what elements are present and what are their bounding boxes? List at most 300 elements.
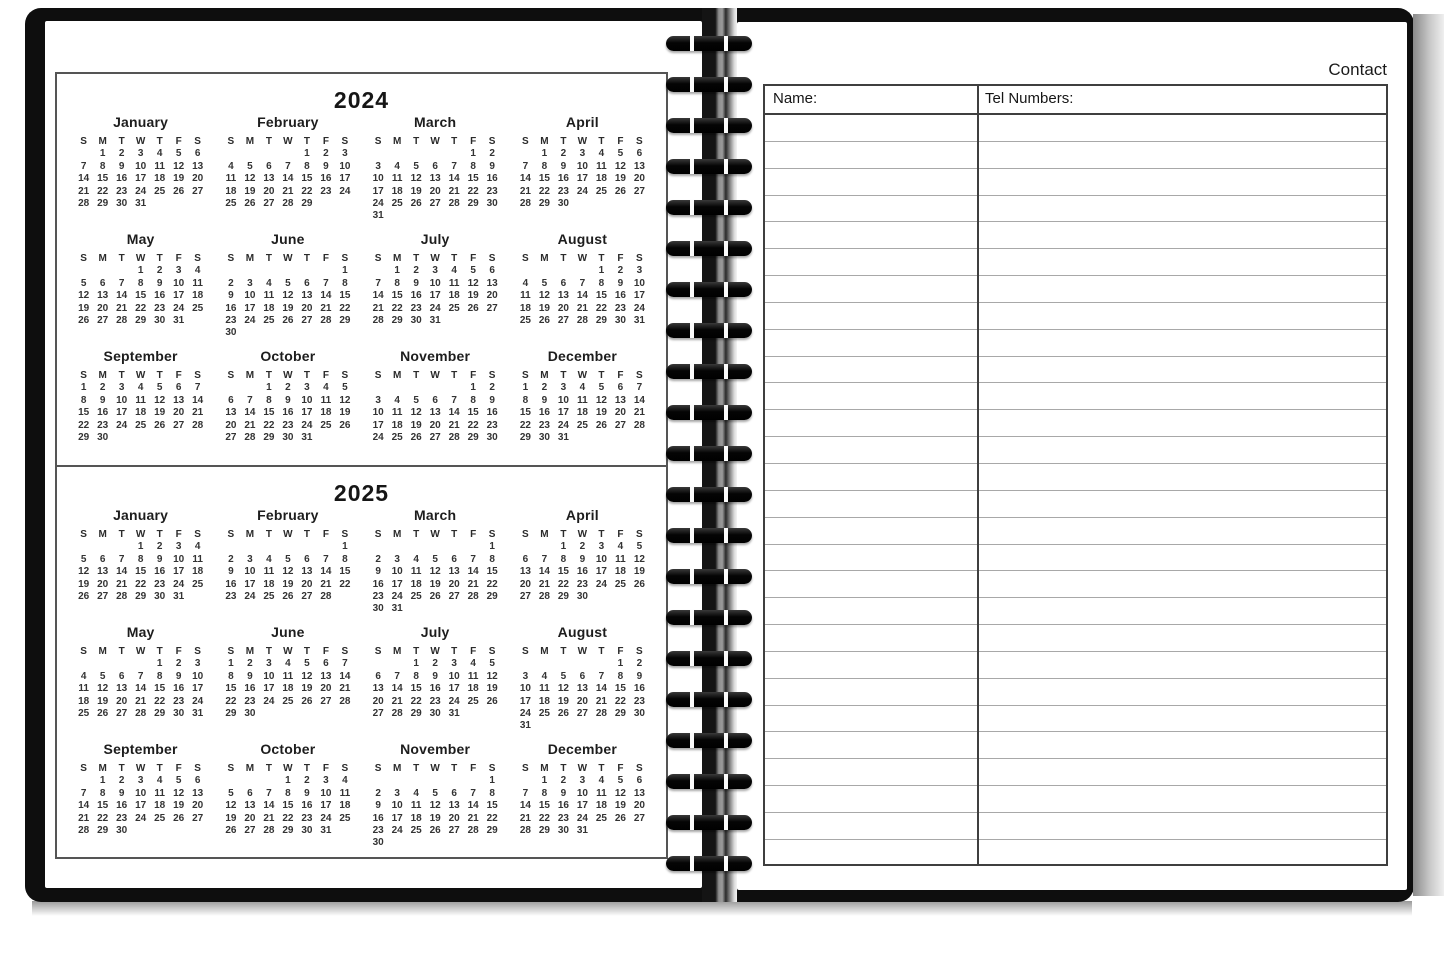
weekday-label: S	[522, 763, 529, 774]
calendar-day: 25	[614, 578, 626, 590]
calendar-day: 13	[448, 800, 460, 812]
calendar-day: 23	[301, 812, 313, 824]
calendar-day: 8	[413, 670, 419, 682]
weekday-label: T	[560, 529, 567, 540]
calendar-day: 3	[194, 658, 201, 670]
calendar-day: 18	[519, 302, 531, 314]
contact-row	[765, 598, 1386, 625]
calendar-day: 5	[175, 775, 182, 787]
calendar-day: 29	[97, 824, 109, 836]
calendar-day: 11	[467, 670, 479, 682]
calendar-day: 6	[522, 553, 529, 565]
calendar-day: 20	[557, 302, 569, 314]
contact-row	[765, 625, 1386, 652]
calendar-day: 20	[192, 173, 204, 185]
calendar-day: 4	[394, 160, 400, 172]
week-row	[74, 786, 207, 798]
calendar-day: 5	[247, 160, 253, 172]
calendar-day: 15	[225, 683, 237, 695]
weekday-label: T	[118, 136, 125, 147]
calendar-day: 7	[541, 553, 548, 565]
calendar-day: 12	[244, 173, 256, 185]
calendar-day: 4	[451, 265, 457, 277]
calendar-day: 7	[470, 787, 476, 799]
weekday-label: W	[283, 370, 293, 381]
calendar-day: 3	[304, 382, 310, 394]
calendar-day: 21	[263, 812, 275, 824]
weekday-label: F	[322, 646, 329, 657]
calendar-day: 28	[448, 431, 460, 443]
weekday-label: F	[175, 370, 182, 381]
calendar-day: 14	[538, 566, 550, 578]
calendar-day: 6	[432, 160, 438, 172]
calendar-day: 9	[413, 277, 419, 289]
calendar-day: 5	[598, 382, 605, 394]
weekday-label: S	[341, 136, 349, 147]
month-title: July	[420, 624, 450, 640]
week-row	[74, 811, 207, 823]
calendar-day: 20	[448, 812, 460, 824]
calendar-day: 31	[633, 314, 645, 326]
calendar-day: 30	[614, 314, 626, 326]
weekday-label: T	[303, 136, 310, 147]
calendar-day: 20	[301, 302, 313, 314]
calendar-day: 23	[538, 419, 550, 431]
calendar-day: 7	[342, 658, 348, 670]
calendar-day: 22	[595, 302, 607, 314]
weekday-header	[369, 644, 502, 656]
calendar-day: 3	[137, 148, 144, 160]
calendar-day: 28	[633, 419, 645, 431]
calendar-day: 21	[467, 578, 479, 590]
weekday-label: M	[392, 763, 402, 774]
month-calendar	[221, 741, 354, 858]
calendar-day: 2	[617, 265, 624, 277]
calendar-day: 5	[413, 160, 419, 172]
calendar-day: 30	[154, 590, 166, 602]
calendar-day: 18	[614, 566, 626, 578]
calendar-day: 14	[116, 290, 128, 302]
calendar-day: 19	[301, 683, 313, 695]
calendar-day: 2	[489, 148, 495, 160]
calendar-day: 13	[192, 160, 204, 172]
calendar-day: 31	[557, 431, 569, 443]
calendar-day: 13	[557, 290, 569, 302]
week-row	[369, 184, 502, 196]
calendar-day: 16	[372, 812, 384, 824]
weekday-label: T	[598, 763, 605, 774]
calendar-day: 5	[175, 148, 182, 160]
calendar-day: 3	[560, 382, 567, 394]
calendar-day: 18	[339, 800, 351, 812]
week-row	[74, 589, 207, 601]
calendar-day: 10	[595, 553, 607, 565]
week-row	[516, 276, 649, 288]
calendar-day: 8	[80, 394, 87, 406]
calendar-day: 18	[154, 173, 166, 185]
week-row	[221, 393, 354, 405]
week-row	[516, 656, 649, 668]
week-row	[221, 552, 354, 564]
week-row	[369, 405, 502, 417]
weekday-label: S	[636, 370, 643, 381]
calendar-day: 20	[372, 695, 384, 707]
month-calendar	[369, 624, 502, 741]
week-row	[221, 656, 354, 668]
month-title: March	[414, 114, 457, 130]
calendar-day: 20	[633, 800, 645, 812]
calendar-day: 14	[192, 394, 204, 406]
calendar-day: 27	[429, 431, 441, 443]
weekday-label: M	[392, 253, 402, 264]
weekday-label: F	[175, 529, 182, 540]
calendar-day: 11	[263, 290, 275, 302]
calendar-day: 4	[541, 670, 548, 682]
calendar-day: 11	[520, 290, 531, 302]
calendar-day: 3	[323, 775, 329, 787]
calendar-day: 1	[522, 382, 529, 394]
weekday-header	[74, 134, 207, 146]
calendar-day: 6	[304, 553, 310, 565]
calendar-day: 1	[470, 148, 476, 160]
calendar-day: 9	[560, 160, 567, 172]
calendar-day: 27	[244, 824, 256, 836]
calendar-day: 24	[372, 431, 384, 443]
weekday-label: S	[227, 763, 235, 774]
calendar-day: 18	[467, 683, 479, 695]
weekday-label: W	[577, 370, 588, 381]
week-row	[369, 798, 502, 810]
weekday-label: W	[135, 370, 146, 381]
week-row	[221, 380, 354, 392]
calendar-day: 21	[448, 185, 460, 197]
calendar-day: 1	[228, 658, 234, 670]
weekday-label: M	[540, 763, 549, 774]
week-row	[369, 539, 502, 551]
week-row	[74, 208, 207, 220]
calendar-day: 8	[617, 670, 624, 682]
calendar-day: 7	[579, 277, 586, 289]
calendar-day: 2	[99, 382, 106, 394]
calendar-day: 22	[135, 578, 147, 590]
calendar-day: 5	[342, 382, 348, 394]
calendar-day: 4	[194, 541, 201, 553]
calendar-day: 18	[448, 290, 460, 302]
calendar-day: 2	[432, 658, 438, 670]
calendar-day: 12	[633, 553, 645, 565]
calendar-day: 10	[244, 290, 256, 302]
weekday-label: S	[80, 136, 87, 147]
weekday-label: T	[598, 136, 605, 147]
week-row	[74, 539, 207, 551]
calendar-day: 30	[429, 707, 441, 719]
calendar-day: 4	[137, 382, 144, 394]
calendar-day: 30	[154, 314, 166, 326]
calendar-day: 18	[538, 695, 550, 707]
calendar-day: 6	[617, 382, 624, 394]
week-row	[516, 380, 649, 392]
week-row	[369, 786, 502, 798]
calendar-day: 15	[97, 173, 109, 185]
weekday-label: W	[135, 763, 146, 774]
calendar-day: 24	[301, 419, 313, 431]
weekday-label: T	[451, 370, 458, 381]
calendar-day: 23	[282, 419, 294, 431]
calendar-day: 25	[410, 590, 422, 602]
calendar-day: 26	[173, 812, 185, 824]
calendar-day: 6	[451, 553, 457, 565]
weekday-label: S	[522, 529, 529, 540]
calendar-day: 17	[391, 812, 403, 824]
weekday-label: T	[560, 763, 567, 774]
month-calendar	[221, 348, 354, 465]
calendar-day: 12	[410, 173, 422, 185]
calendar-day: 26	[467, 302, 479, 314]
calendar-day: 8	[137, 553, 144, 565]
calendar-day: 19	[78, 578, 90, 590]
week-row	[369, 811, 502, 823]
calendar-day: 29	[486, 590, 498, 602]
week-row	[369, 171, 502, 183]
calendar-day: 20	[614, 407, 626, 419]
calendar-day: 30	[538, 431, 550, 443]
calendar-day: 20	[97, 302, 109, 314]
calendar-day: 12	[614, 787, 626, 799]
calendar-day: 31	[448, 707, 460, 719]
weekday-label: F	[175, 646, 182, 657]
calendar-day: 25	[263, 590, 275, 602]
calendar-day: 25	[448, 302, 460, 314]
weekday-label: S	[80, 763, 87, 774]
calendar-day: 5	[470, 265, 476, 277]
calendar-day: 16	[154, 290, 166, 302]
calendar-day: 3	[175, 541, 182, 553]
calendar-day: 12	[154, 394, 166, 406]
calendar-day: 14	[519, 173, 531, 185]
calendar-day: 11	[596, 160, 607, 172]
weekday-label: S	[341, 253, 349, 264]
calendar-day: 29	[467, 197, 479, 209]
calendar-day: 6	[99, 277, 106, 289]
week-row	[369, 706, 502, 718]
calendar-day: 7	[323, 553, 329, 565]
week-row	[221, 159, 354, 171]
weekday-label: S	[522, 370, 529, 381]
week-row	[74, 552, 207, 564]
calendar-day: 1	[80, 382, 87, 394]
calendar-day: 7	[375, 277, 381, 289]
week-row	[516, 589, 649, 601]
calendar-day: 18	[154, 800, 166, 812]
calendar-day: 20	[244, 812, 256, 824]
week-row	[221, 276, 354, 288]
calendar-day: 6	[266, 160, 272, 172]
week-row	[369, 146, 502, 158]
weekday-label: T	[118, 646, 125, 657]
calendar-day: 22	[225, 695, 237, 707]
calendar-day: 28	[282, 197, 294, 209]
calendar-day: 31	[429, 314, 441, 326]
calendar-day: 6	[451, 787, 457, 799]
week-row	[516, 208, 649, 220]
weekday-header	[74, 527, 207, 539]
week-row	[516, 159, 649, 171]
calendar-day: 6	[118, 670, 125, 682]
calendar-day: 10	[116, 394, 128, 406]
calendar-day: 26	[301, 695, 313, 707]
calendar-day: 15	[557, 566, 569, 578]
weekday-header	[516, 644, 649, 656]
calendar-day: 30	[372, 837, 384, 849]
calendar-day: 9	[617, 277, 624, 289]
calendar-day: 9	[118, 160, 125, 172]
week-row	[221, 773, 354, 785]
calendar-day: 16	[154, 566, 166, 578]
weekday-label: S	[488, 370, 496, 381]
calendar-day: 17	[372, 419, 384, 431]
calendar-day: 4	[80, 670, 87, 682]
calendar-day: 29	[282, 824, 294, 836]
weekday-label: F	[322, 763, 329, 774]
contact-row	[765, 357, 1386, 384]
week-row	[516, 301, 649, 313]
week-row	[221, 681, 354, 693]
calendar-day: 18	[410, 578, 422, 590]
calendar-day: 8	[394, 277, 400, 289]
calendar-day: 15	[135, 566, 147, 578]
calendar-day: 12	[467, 277, 479, 289]
calendar-day: 29	[391, 314, 403, 326]
calendar-day: 28	[519, 824, 531, 836]
calendar-day: 13	[372, 683, 384, 695]
calendar-day: 1	[560, 541, 567, 553]
calendar-day: 12	[282, 290, 294, 302]
week-row	[221, 171, 354, 183]
calendar-day: 17	[244, 578, 256, 590]
calendar-day: 13	[633, 787, 645, 799]
calendar-day: 16	[173, 683, 185, 695]
week-row	[369, 288, 502, 300]
calendar-day: 20	[576, 695, 588, 707]
week-row	[516, 706, 649, 718]
month-title: November	[400, 741, 471, 757]
week-row	[516, 405, 649, 417]
weekday-label: F	[617, 529, 624, 540]
week-row	[369, 564, 502, 576]
week-row	[516, 263, 649, 275]
week-row	[74, 325, 207, 337]
week-row	[221, 313, 354, 325]
calendar-day: 18	[595, 173, 607, 185]
calendar-day: 22	[154, 695, 166, 707]
week-row	[516, 442, 649, 454]
calendar-day: 2	[636, 658, 643, 670]
calendar-day: 12	[173, 787, 185, 799]
calendar-day: 15	[135, 290, 147, 302]
weekday-label: S	[227, 370, 235, 381]
calendar-day: 18	[263, 578, 275, 590]
week-row	[74, 798, 207, 810]
calendar-day: 4	[228, 160, 234, 172]
weekday-label: S	[227, 646, 235, 657]
calendar-day: 25	[320, 419, 332, 431]
calendar-day: 11	[539, 683, 550, 695]
calendar-day: 29	[486, 824, 498, 836]
weekday-label: T	[413, 763, 420, 774]
calendar-day: 11	[339, 787, 351, 799]
calendar-day: 31	[320, 824, 332, 836]
week-row	[516, 539, 649, 551]
weekday-label: T	[265, 646, 272, 657]
calendar-day: 24	[633, 302, 645, 314]
calendar-day: 13	[301, 566, 313, 578]
calendar-day: 19	[614, 173, 626, 185]
calendar-day: 19	[97, 695, 109, 707]
calendar-day: 11	[135, 394, 146, 406]
calendar-day: 27	[192, 185, 204, 197]
calendar-day: 7	[137, 670, 144, 682]
calendar-day: 16	[614, 290, 626, 302]
calendar-day: 31	[173, 590, 185, 602]
calendar-day: 17	[301, 407, 313, 419]
calendar-day: 26	[78, 590, 90, 602]
column-divider	[977, 86, 979, 864]
calendar-day: 4	[266, 277, 272, 289]
calendar-day: 1	[541, 775, 548, 787]
calendar-day: 3	[394, 553, 400, 565]
calendar-day: 30	[173, 707, 185, 719]
calendar-day: 21	[372, 302, 384, 314]
calendar-day: 14	[372, 290, 384, 302]
calendar-day: 10	[391, 800, 403, 812]
weekday-label: S	[341, 529, 349, 540]
calendar-day: 29	[467, 431, 479, 443]
calendar-day: 3	[579, 775, 586, 787]
calendar-day: 6	[560, 277, 567, 289]
week-row	[516, 552, 649, 564]
calendar-day: 24	[339, 185, 351, 197]
calendar-day: 3	[636, 265, 643, 277]
calendar-day: 30	[633, 707, 645, 719]
calendar-day: 30	[116, 824, 128, 836]
contact-row	[765, 652, 1386, 679]
month-title: September	[103, 741, 178, 757]
calendar-day: 3	[432, 265, 438, 277]
weekday-label: S	[488, 253, 496, 264]
calendar-day: 12	[429, 800, 441, 812]
weekday-label: M	[540, 136, 549, 147]
weekday-label: M	[98, 529, 107, 540]
calendar-day: 11	[391, 407, 403, 419]
calendar-day: 13	[519, 566, 531, 578]
week-row	[221, 325, 354, 337]
calendar-day: 25	[135, 419, 147, 431]
calendar-day: 16	[633, 683, 645, 695]
week-row	[516, 798, 649, 810]
calendar-day: 8	[304, 160, 310, 172]
weekday-label: T	[265, 370, 272, 381]
week-row	[516, 811, 649, 823]
calendar-day: 23	[116, 812, 128, 824]
weekday-label: T	[413, 136, 420, 147]
calendar-day: 25	[467, 695, 479, 707]
calendar-day: 19	[614, 800, 626, 812]
calendar-day: 18	[320, 407, 332, 419]
calendar-day: 11	[448, 277, 460, 289]
month-calendar	[74, 624, 207, 741]
weekday-label: W	[577, 763, 588, 774]
calendar-day: 14	[320, 290, 332, 302]
